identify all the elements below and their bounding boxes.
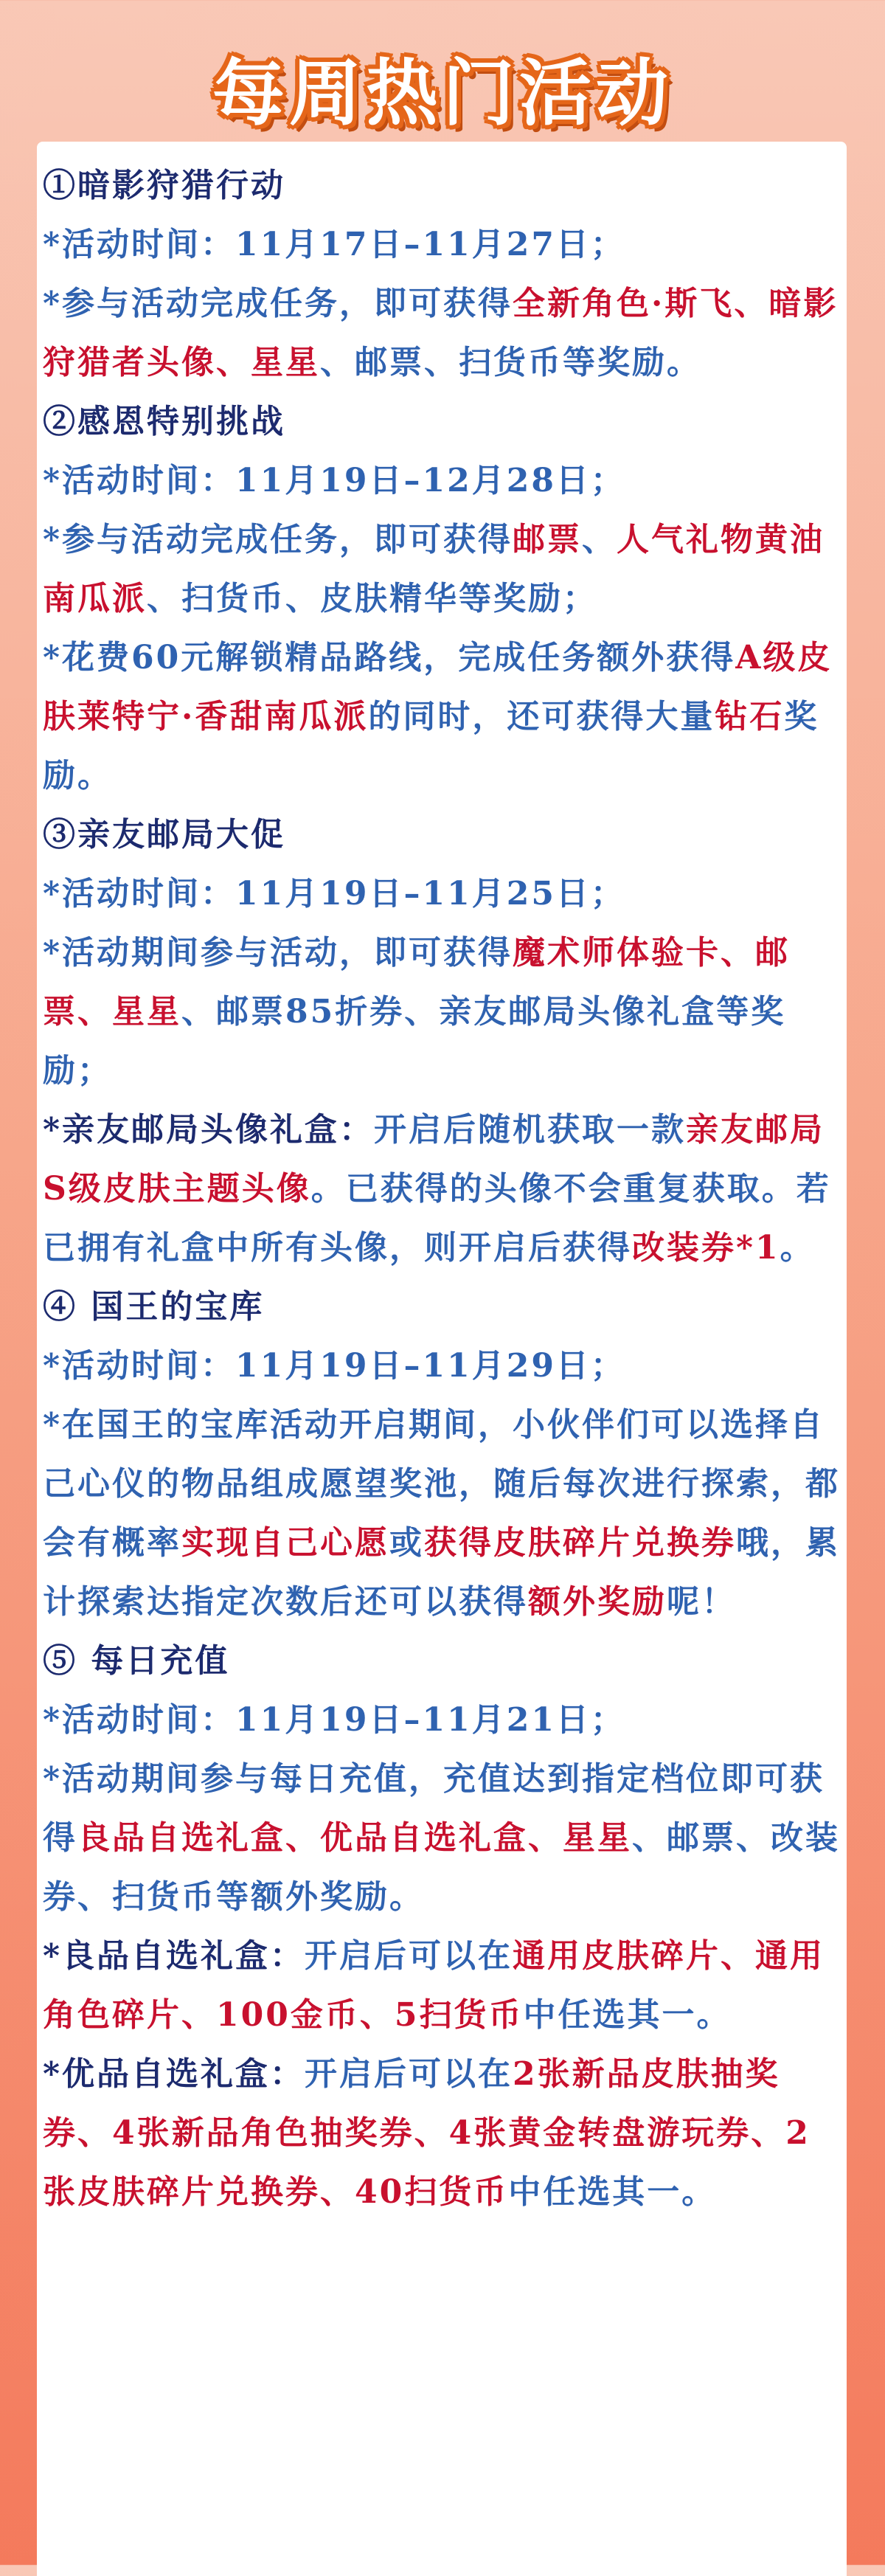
reward-text: 、扫货币、皮肤精华等奖励； xyxy=(147,580,597,617)
reward-text: 。已获得的头像不会重复获取。若已拥有礼盒中所有头像，则开启后获得 xyxy=(43,1170,831,1267)
box-label: *良品自选礼盒： xyxy=(43,1937,305,1975)
reward-text: 中任选其一。 xyxy=(508,2173,717,2211)
reward-highlight: 良品自选礼盒、优品自选礼盒、星星 xyxy=(77,1819,632,1857)
section-time: *活动时间：11月17日–11月27日； xyxy=(43,226,625,263)
reward-highlight: 钻石 xyxy=(715,698,785,735)
section-reward xyxy=(43,924,844,1101)
reward-text: *参与活动完成任务，即可获得 xyxy=(43,285,513,322)
reward-text: *花费60元解锁精品路线，完成任务额外获得 xyxy=(43,639,736,676)
section-heading: ①暗影狩猎行动 xyxy=(43,167,285,204)
reward-text: 。 xyxy=(780,1229,815,1267)
section-box xyxy=(43,1101,844,1278)
section-reward xyxy=(43,510,844,629)
reward-highlight: 邮票 xyxy=(513,521,583,558)
reward-highlight: 额外奖励 xyxy=(528,1583,667,1621)
box-label: *优品自选礼盒： xyxy=(43,2055,305,2093)
reward-text: 的同时，还可获得大量 xyxy=(368,698,715,735)
section-good-box xyxy=(43,1927,844,2045)
section-heading: ②感恩特别挑战 xyxy=(43,403,285,440)
reward-highlight: 亲友邮局S级皮肤主题头像 xyxy=(43,1111,825,1208)
reward-text: 、邮票、改装券、扫货币等额外奖励。 xyxy=(43,1819,840,1916)
section-heading: ③亲友邮局大促 xyxy=(43,816,285,854)
section-heading: ⑤ 每日充值 xyxy=(43,1642,230,1680)
section-time: *活动时间：11月19日–11月29日； xyxy=(43,1347,625,1385)
section-reward xyxy=(43,1396,844,1632)
activity-list xyxy=(43,156,844,2222)
reward-highlight: 魔术师体验卡、邮票、星星 xyxy=(43,934,791,1031)
reward-text: 中任选其一。 xyxy=(523,1996,732,2034)
reward-text: 奖励。 xyxy=(43,698,819,794)
section-time: *活动时间：11月19日–11月21日； xyxy=(43,1701,625,1739)
reward-text: 、 xyxy=(582,521,617,558)
section-reward xyxy=(43,274,844,392)
section-reward xyxy=(43,1750,844,1927)
reward-text: *在国王的宝库活动开启期间，小伙伴们可以选择自己心仪的物品组成愿望奖池，随后每次进行探索，都会有概率 xyxy=(43,1406,840,1562)
reward-text: 呢！ xyxy=(667,1583,736,1621)
reward-highlight: 通用皮肤碎片、通用角色碎片、100金币、5扫货币 xyxy=(43,1937,825,2034)
reward-text: *活动期间参与活动，即可获得 xyxy=(43,934,513,972)
page-title: 每周热门活动 xyxy=(212,52,673,136)
reward-text: 开启后可以在 xyxy=(305,2055,513,2093)
reward-text: 开启后随机获取一款 xyxy=(374,1111,687,1149)
reward-highlight: 全新角色·斯飞、暗影狩猎者头像、星星 xyxy=(43,285,839,381)
reward-highlight: 人气礼物黄油南瓜派 xyxy=(43,521,825,617)
section-extra xyxy=(43,629,844,806)
reward-highlight: 改装券*1 xyxy=(632,1229,780,1267)
reward-text: 、邮票、扫货币等奖励。 xyxy=(320,344,701,381)
reward-text: 哦，累计探索达指定次数后还可以获得 xyxy=(43,1524,840,1621)
reward-highlight: 2张新品皮肤抽奖券、4张新品角色抽奖券、4张黄金转盘游玩券、2张皮肤碎片兑换券、40扫货币 xyxy=(43,2055,811,2211)
header xyxy=(0,0,885,140)
reward-highlight: A级皮肤莱特宁·香甜南瓜派 xyxy=(43,639,833,735)
section-heading: ④ 国王的宝库 xyxy=(43,1288,265,1326)
reward-text: 或 xyxy=(389,1524,424,1562)
reward-text: 、邮票85折券、亲友邮局头像礼盒等奖励； xyxy=(43,993,786,1090)
section-time: *活动时间：11月19日–12月28日； xyxy=(43,462,625,499)
reward-text: 开启后可以在 xyxy=(305,1937,513,1975)
section-time: *活动时间：11月19日–11月25日； xyxy=(43,875,625,913)
section-best-box xyxy=(43,2045,844,2222)
reward-highlight: 实现自己心愿 xyxy=(181,1524,389,1562)
reward-highlight: 获得皮肤碎片兑换券 xyxy=(424,1524,736,1562)
reward-text: *参与活动完成任务，即可获得 xyxy=(43,521,513,558)
reward-text: *活动期间参与每日充值，充值达到指定档位即可获得 xyxy=(43,1760,825,1857)
box-label: *亲友邮局头像礼盒： xyxy=(43,1111,375,1149)
